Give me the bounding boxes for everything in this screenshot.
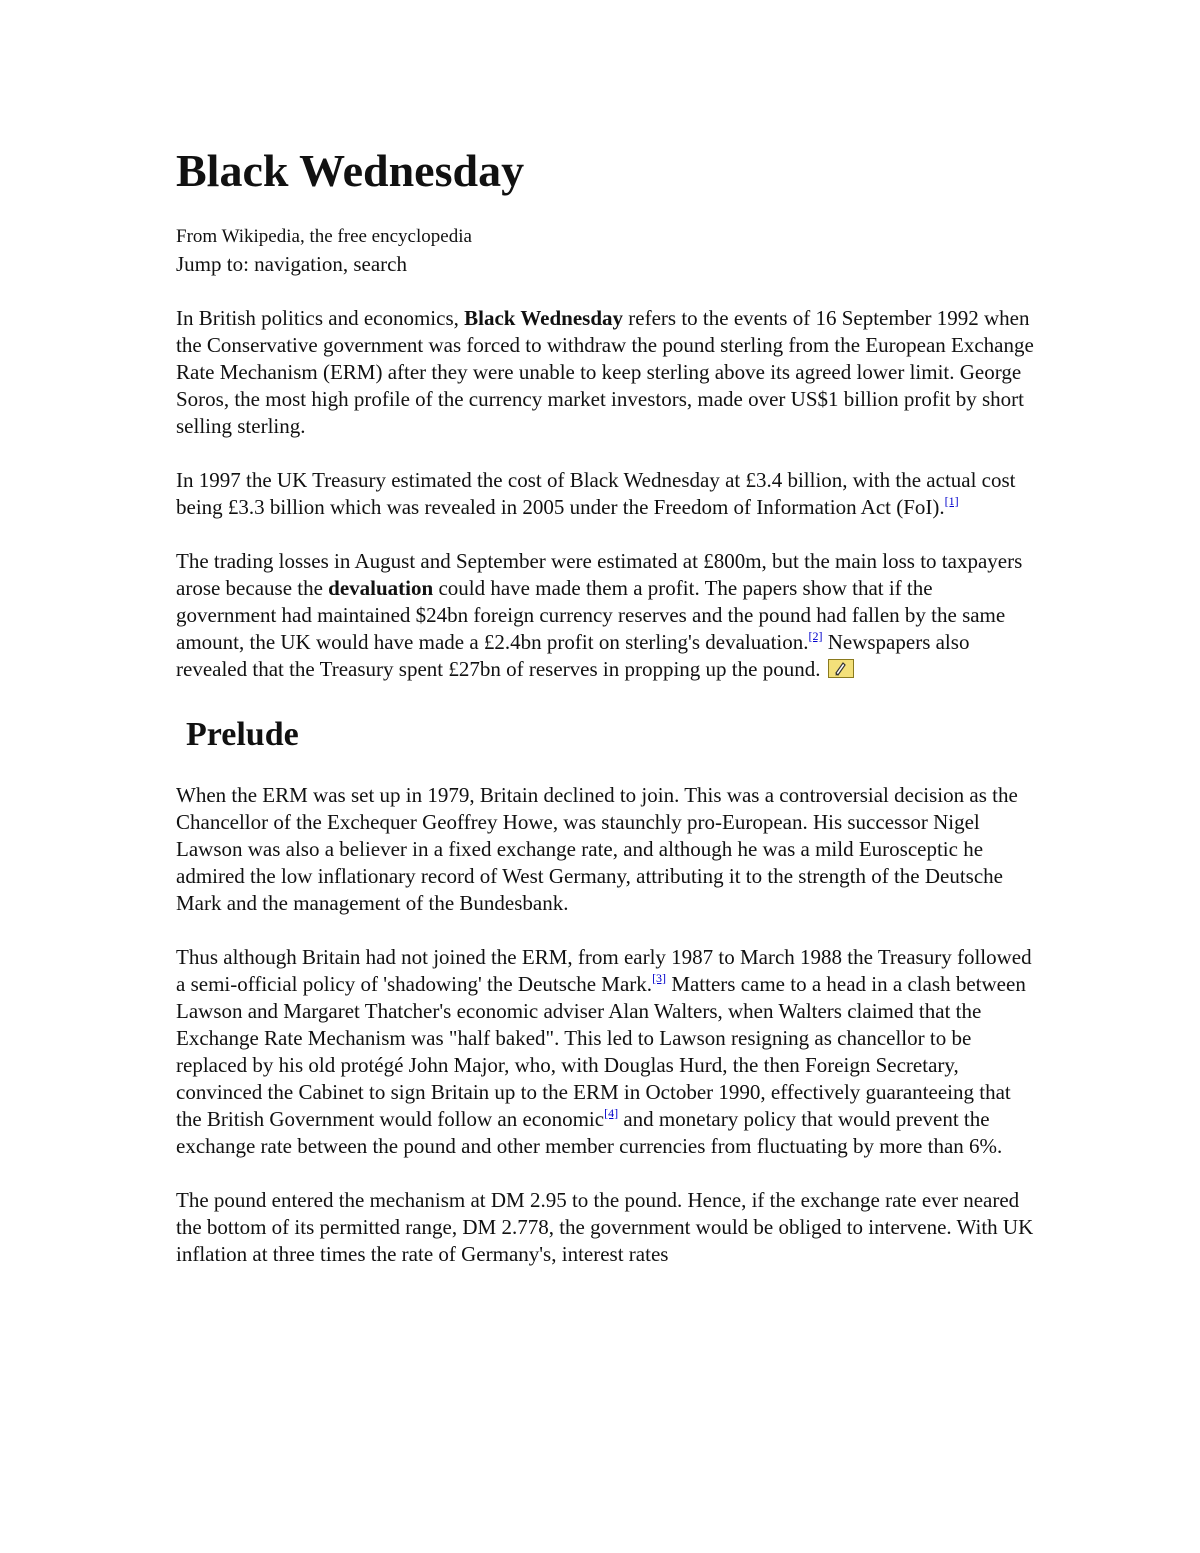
section-heading-prelude: Prelude — [186, 716, 299, 753]
paragraph-losses: The trading losses in August and September were estimated at £800m, but the main loss to taxpayers arose because the devaluation could have made them a profit. The papers show that if the government had maintained $24bn foreign currency reserves and the pound had fallen by the same amount, the UK would have made a £2.4bn profit on sterling's devaluation.[2] Newspapers also revealed that the Treasury spent £27bn of reserves in propping up the pound. — [176, 549, 1023, 681]
source-line: From Wikipedia, the free encyclopedia — [176, 226, 472, 247]
reference-link-1[interactable]: [1] — [944, 494, 959, 508]
reference-link-3[interactable]: [3] — [652, 971, 667, 985]
paragraph-shadowing: Thus although Britain had not joined the ERM, from early 1987 to March 1988 the Treasury followed a semi-official policy of 'shadowing' the Deutsche Mark.[3] Matters came to a head in a clash between Lawson and Margaret Thatcher's economic adviser Alan Walters, when Walters claimed that the Exchange Rate Mechanism was "half baked". This led to Lawson resigning as chancellor to be replaced by his old protégé John Major, who, with Douglas Hurd, the then Foreign Secretary, convinced the Cabinet to sign Britain up to the ERM in October 1990, effectively guaranteeing that the British Government would follow an economic[4] and monetary policy that would prevent the exchange rate between the pound and other member currencies from fluctuating by more than 6%. — [176, 945, 1032, 1158]
article — [176, 138, 1036, 1295]
bold-term-black-wednesday: Black Wednesday — [464, 306, 624, 330]
edit-icon[interactable] — [828, 659, 854, 678]
paragraph-cost: In 1997 the UK Treasury estimated the cost of Black Wednesday at £3.4 billion, with the actual cost being £3.3 billion which was revealed in 2005 under the Freedom of Information Act (FoI).[1] — [176, 468, 1016, 519]
paragraph-intro: In British politics and economics, Black Wednesday refers to the events of 16 September 1992 when the Conservative government was forced to withdraw the pound sterling from the European Exchange Rate Mechanism (ERM) after they were unable to keep sterling above its agreed lower limit. George Soros, the most high profile of the currency market investors, made over US$1 billion profit by short selling sterling. — [176, 306, 1034, 438]
paragraph-erm-setup: When the ERM was set up in 1979, Britain declined to join. This was a controversial decision as the Chancellor of the Exchequer Geoffrey Howe, was staunchly pro-European. His successor Nigel Lawson was also a believer in a fixed exchange rate, and although he was a mild Eurosceptic he admired the low inflationary record of West Germany, attributing it to the strength of the Deutsche Mark and the management of the Bundesbank. — [176, 783, 1018, 915]
bold-term-devaluation: devaluation — [328, 576, 434, 600]
paragraph-mechanism: The pound entered the mechanism at DM 2.95 to the pound. Hence, if the exchange rate ever neared the bottom of its permitted range, DM 2.778, the government would be obliged to intervene. With UK inflation at three times the rate of Germany's, interest rates — [176, 1188, 1034, 1266]
reference-link-4[interactable]: [4] — [604, 1106, 619, 1120]
page-title: Black Wednesday — [176, 145, 525, 196]
jump-links[interactable]: Jump to: navigation, search — [176, 252, 407, 276]
reference-link-2[interactable]: [2] — [808, 629, 823, 643]
